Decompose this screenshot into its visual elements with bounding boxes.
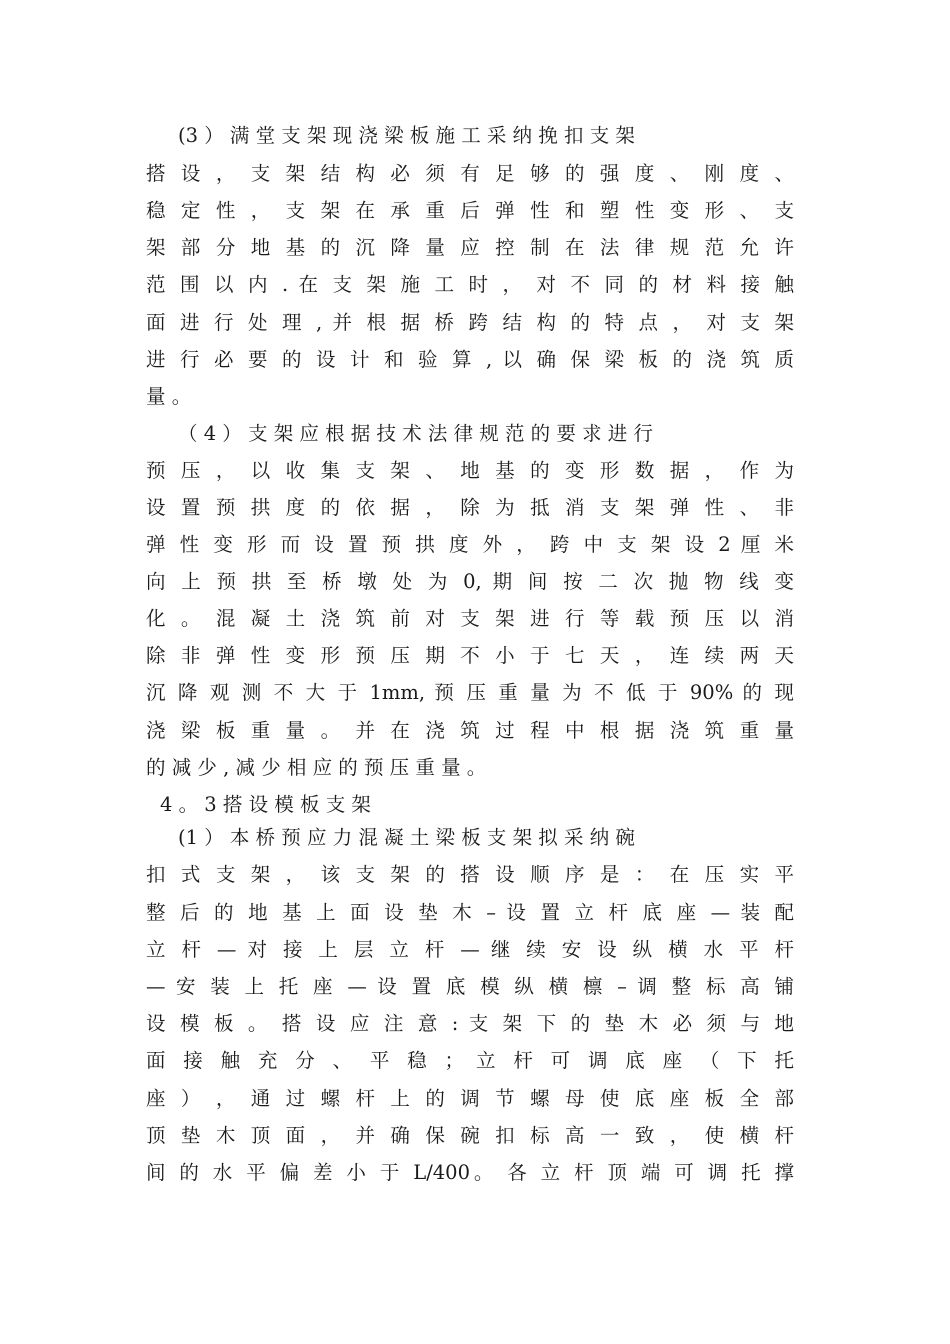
paragraph-1-line-8: 座 ） ， 通 过 螺 杆 上 的 调 节 螺 母 使 底 座 板 全 部 [146, 1087, 794, 1110]
paragraph-3-line-6: 面 进 行 处 理 , 并 根 据 桥 跨 结 构 的 特 点 ， 对 支 架 [146, 311, 794, 334]
paragraph-1-line-10: 间 的 水 平 偏 差 小 于 L/400。 各 立 杆 顶 端 可 调 托 撑 [146, 1161, 794, 1184]
paragraph-1-line-4: 立 杆 — 对 接 上 层 立 杆 — 继 续 安 设 纵 横 水 平 杆 [146, 938, 794, 961]
paragraph-4-line-9: 浇 梁 板 重 量 。 并 在 浇 筑 过 程 中 根 据 浇 筑 重 量 [146, 719, 794, 742]
paragraph-3-line-4: 架 部 分 地 基 的 沉 降 量 应 控 制 在 法 律 规 范 允 许 [146, 236, 794, 259]
paragraph-1-line-2: 扣 式 支 架 ， 该 支 架 的 搭 设 顺 序 是 ： 在 压 实 平 [146, 863, 794, 886]
paragraph-4-line-2: 预 压 ， 以 收 集 支 架 、 地 基 的 变 形 数 据 ， 作 为 [146, 459, 794, 482]
paragraph-1-line-3: 整 后 的 地 基 上 面 设 垫 木 – 设 置 立 杆 底 座 — 装 配 [146, 901, 794, 924]
paragraph-4-line-5: 向 上 预 拱 至 桥 墩 处 为 0, 期 间 按 二 次 抛 物 线 变 [146, 570, 794, 593]
paragraph-4-line-8: 沉 降 观 测 不 大 于 1mm, 预 压 重 量 为 不 低 于 90% 的 现 [146, 681, 794, 704]
paragraph-1-line-7: 面 接 触 充 分 、 平 稳 ； 立 杆 可 调 底 座 （ 下 托 [146, 1049, 794, 1072]
paragraph-4-line-7: 除 非 弹 性 变 形 预 压 期 不 小 于 七 天 ， 连 续 两 天 [146, 644, 794, 667]
paragraph-4-line-4: 弹 性 变 形 而 设 置 预 拱 度 外 ， 跨 中 支 架 设 2 厘 米 [146, 533, 794, 556]
paragraph-3-line-7: 进 行 必 要 的 设 计 和 验 算 , 以 确 保 梁 板 的 浇 筑 质 [146, 348, 794, 371]
paragraph-4-line-10: 的 减 少 , 减 少 相 应 的 预 压 重 量 。 [146, 756, 487, 779]
paragraph-4-line-1: （ 4 ） 支 架 应 根 据 技 术 法 律 规 范 的 要 求 进 行 [178, 422, 653, 445]
paragraph-1-line-1: (1 ） 本 桥 预 应 力 混 凝 土 梁 板 支 架 拟 采 纳 碗 [178, 826, 635, 849]
paragraph-1-line-9: 顶 垫 木 顶 面 ， 并 确 保 碗 扣 标 高 一 致 ， 使 横 杆 [146, 1124, 794, 1147]
paragraph-3-line-3: 稳 定 性 ， 支 架 在 承 重 后 弹 性 和 塑 性 变 形 、 支 [146, 199, 794, 222]
paragraph-1-line-6: 设 模 板 。 搭 设 应 注 意 : 支 架 下 的 垫 木 必 须 与 地 [146, 1012, 794, 1035]
paragraph-3-line-8: 量 。 [146, 385, 192, 408]
paragraph-4-line-3: 设 置 预 拱 度 的 依 据 ， 除 为 抵 消 支 架 弹 性 、 非 [146, 496, 794, 519]
paragraph-1-line-5: — 安 装 上 托 座 — 设 置 底 模 纵 横 檩 – 调 整 标 高 铺 [146, 975, 794, 998]
paragraph-4-line-6: 化 。 混 凝 土 浇 筑 前 对 支 架 进 行 等 载 预 压 以 消 [146, 607, 794, 630]
paragraph-3-line-2: 搭 设 ， 支 架 结 构 必 须 有 足 够 的 强 度 、 刚 度 、 [146, 162, 794, 185]
paragraph-3-line-1: (3 ） 满 堂 支 架 现 浇 梁 板 施 工 采 纳 挽 扣 支 架 [178, 124, 635, 147]
section-heading: 4 。 3 搭 设 模 板 支 架 [160, 793, 371, 816]
paragraph-3-line-5: 范 围 以 内 . 在 支 架 施 工 时 ， 对 不 同 的 材 料 接 触 [146, 273, 794, 296]
